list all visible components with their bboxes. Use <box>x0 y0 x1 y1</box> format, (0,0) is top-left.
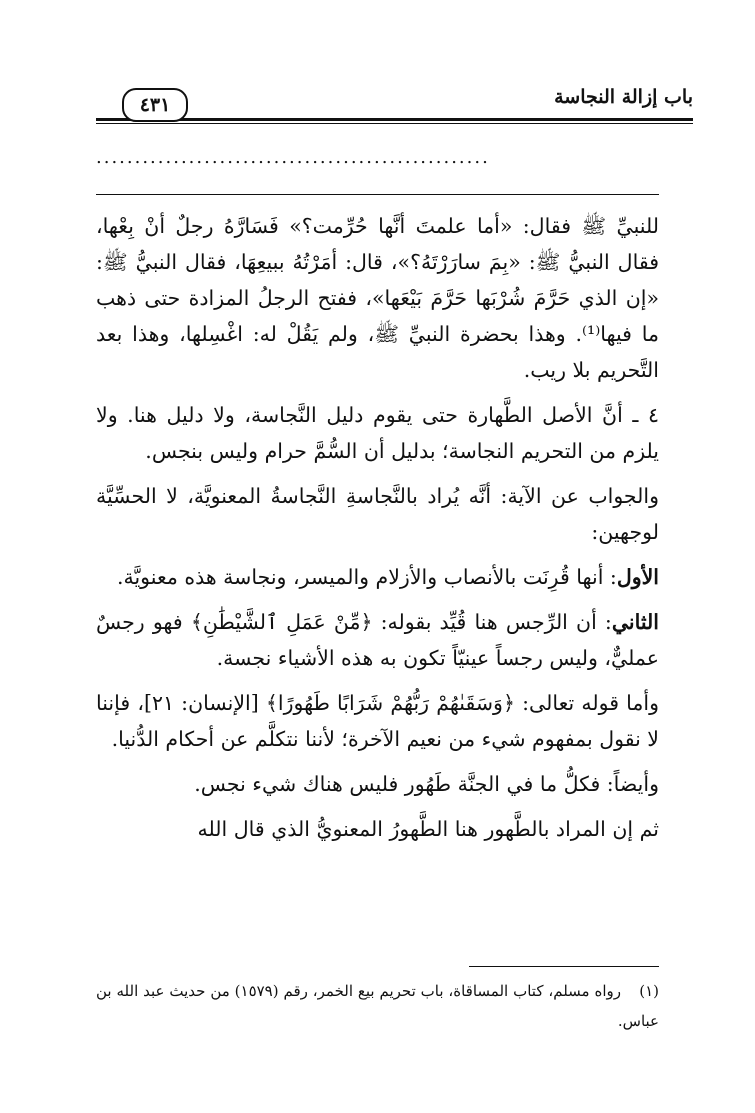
paragraph-7: وأيضاً: فكلُّ ما في الجنَّة طَهُور فليس هناك شيء نجس. <box>194 772 659 796</box>
point-label-first: الأول <box>616 565 659 589</box>
footnote-text: رواه مسلم، كتاب المساقاة، باب تحريم بيع الخمر، رقم (١٥٧٩) من حديث عبد الله بن عباس. <box>96 982 659 1030</box>
point-text-second: : أن الرِّجس هنا قُيِّد بقوله: ﴿مِّنْ عَمَلِ ٱلشَّيْطَٰنِ﴾ فهو رجسٌ عمليٌّ، وليس رجساً عينيّاً تكون به هذه الأشياء نجسة. <box>96 610 659 670</box>
paragraph-8: ثم إن المراد بالطَّهور هنا الطَّهورُ المعنويُّ الذي قال الله <box>197 817 659 841</box>
footnote <box>96 976 659 1036</box>
paragraph-5 <box>96 604 659 676</box>
header-rule-thin <box>96 123 693 124</box>
header-rule-thick <box>96 118 693 121</box>
chapter-title: باب إزالة النجاسة <box>554 86 693 108</box>
footnote-rule <box>469 966 659 967</box>
paragraph-6: وأما قوله تعالى: ﴿وَسَقَىٰهُمْ رَبُّهُمْ شَرَابًا طَهُورًا﴾ [الإنسان: ٢١]، فإننا لا نقول بمفهوم شيء من نعيم الآخرة؛ لأننا نتكلَّم عن أحكام الدُّنيا. <box>96 691 659 751</box>
section-separator <box>96 194 659 195</box>
footnote-marker: (١) <box>639 982 659 1000</box>
paragraph-4 <box>96 559 659 595</box>
dotted-divider: ................................................... <box>96 148 490 168</box>
paragraph-1: للنبيِّ ﷺ فقال: «أما علمتَ أنَّها حُرِّمت؟» فَسَارَّهُ رجلٌ أنْ بِعْها، فقال النبيُّ ﷺ: «بِمَ سارَرْتَهُ؟»، قال: أمَرْتُهُ ببيعِهَا، فقال النبيُّ ﷺ: «إن الذي حَرَّمَ شُرْبَها حَرَّمَ بَيْعَها»، ففتح الرجلُ المزادة حتى ذهب ما فيها⁽¹⁾. وهذا بحضرة النبيِّ ﷺ، ولم يَقُلْ له: اغْسِلها، وهذا بعد التَّحريم بلا ريب. <box>96 214 659 382</box>
point-text-first: : أنها قُرِنَت بالأنصاب والأزلام والميسر، ونجاسة هذه معنويَّة. <box>116 565 617 589</box>
paragraph-2: ٤ ـ أنَّ الأصل الطَّهارة حتى يقوم دليل النَّجاسة، ولا دليل هنا. ولا يلزم من التحريم النجاسة؛ بدليل أن السُّمَّ حرام وليس بنجس. <box>96 403 659 463</box>
page-number: ٤٣١ <box>122 88 188 122</box>
point-label-second: الثاني <box>611 610 659 634</box>
body-text <box>96 208 659 856</box>
page-header <box>96 82 693 122</box>
paragraph-3: والجواب عن الآية: أنَّه يُراد بالنَّجاسةِ النَّجاسةُ المعنويَّة، لا الحسِّيَّة لوجهين: <box>96 484 659 544</box>
